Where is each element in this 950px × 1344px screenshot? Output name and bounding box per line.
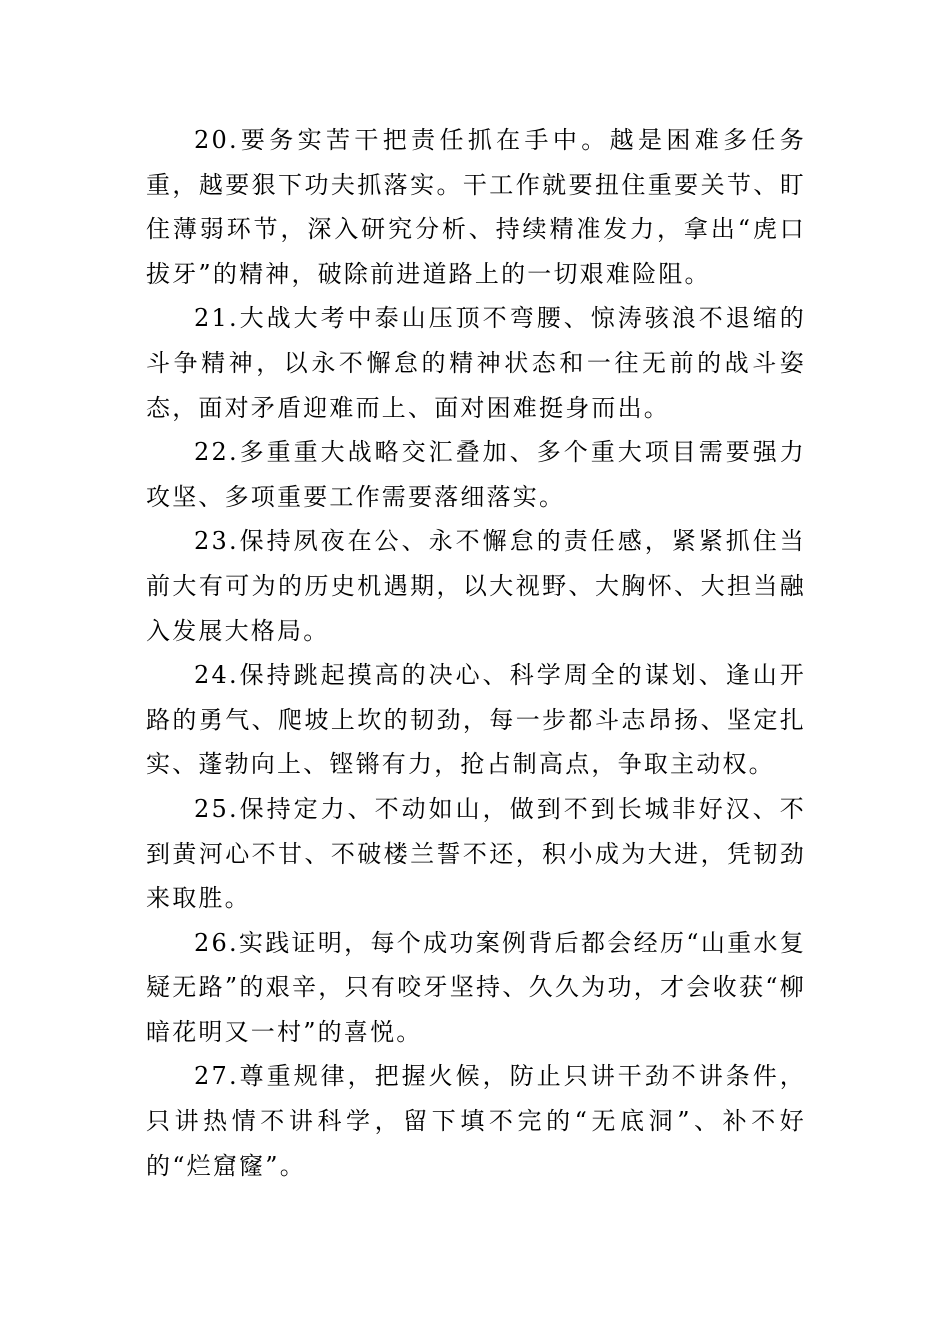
paragraph-25: 25.保持定力、不动如山，做到不到长城非好汉、不到黄河心不甘、不破楼兰誓不还，积小成为大进，凭韧劲来取胜。	[146, 794, 806, 913]
paragraph-27: 27.尊重规律，把握火候，防止只讲干劲不讲条件，只讲热情不讲科学，留下填不完的“无底洞”、补不好的“烂窟窿”。	[146, 1062, 806, 1180]
paragraph-24: 24.保持跳起摸高的决心、科学周全的谋划、逢山开路的勇气、爬坡上坎的韧劲，每一步都斗志昂扬、坚定扎实、蓬勃向上、铿锵有力，抢占制高点，争取主动权。	[146, 661, 806, 779]
paragraph-23: 23.保持夙夜在公、永不懈怠的责任感，紧紧抓住当前大有可为的历史机遇期，以大视野、大胸怀、大担当融入发展大格局。	[146, 527, 806, 645]
paragraph-20: 20.要务实苦干把责任抓在手中。越是困难多任务重，越要狠下功夫抓落实。干工作就要扭住重要关节、盯住薄弱环节，深入研究分析、持续精准发力，拿出“虎口拔牙”的精神，破除前进道路上的一切艰难险阻。	[146, 126, 806, 288]
document-body	[146, 118, 806, 1188]
paragraph-22: 22.多重重大战略交汇叠加、多个重大项目需要强力攻坚、多项重要工作需要落细落实。	[146, 438, 806, 511]
paragraph-21: 21.大战大考中泰山压顶不弯腰、惊涛骇浪不退缩的斗争精神，以永不懈怠的精神状态和一往无前的战斗姿态，面对矛盾迎难而上、面对困难挺身而出。	[146, 304, 806, 422]
paragraph-26: 26.实践证明，每个成功案例背后都会经历“山重水复疑无路”的艰辛，只有咬牙坚持、久久为功，才会收获“柳暗花明又一村”的喜悦。	[146, 928, 806, 1046]
